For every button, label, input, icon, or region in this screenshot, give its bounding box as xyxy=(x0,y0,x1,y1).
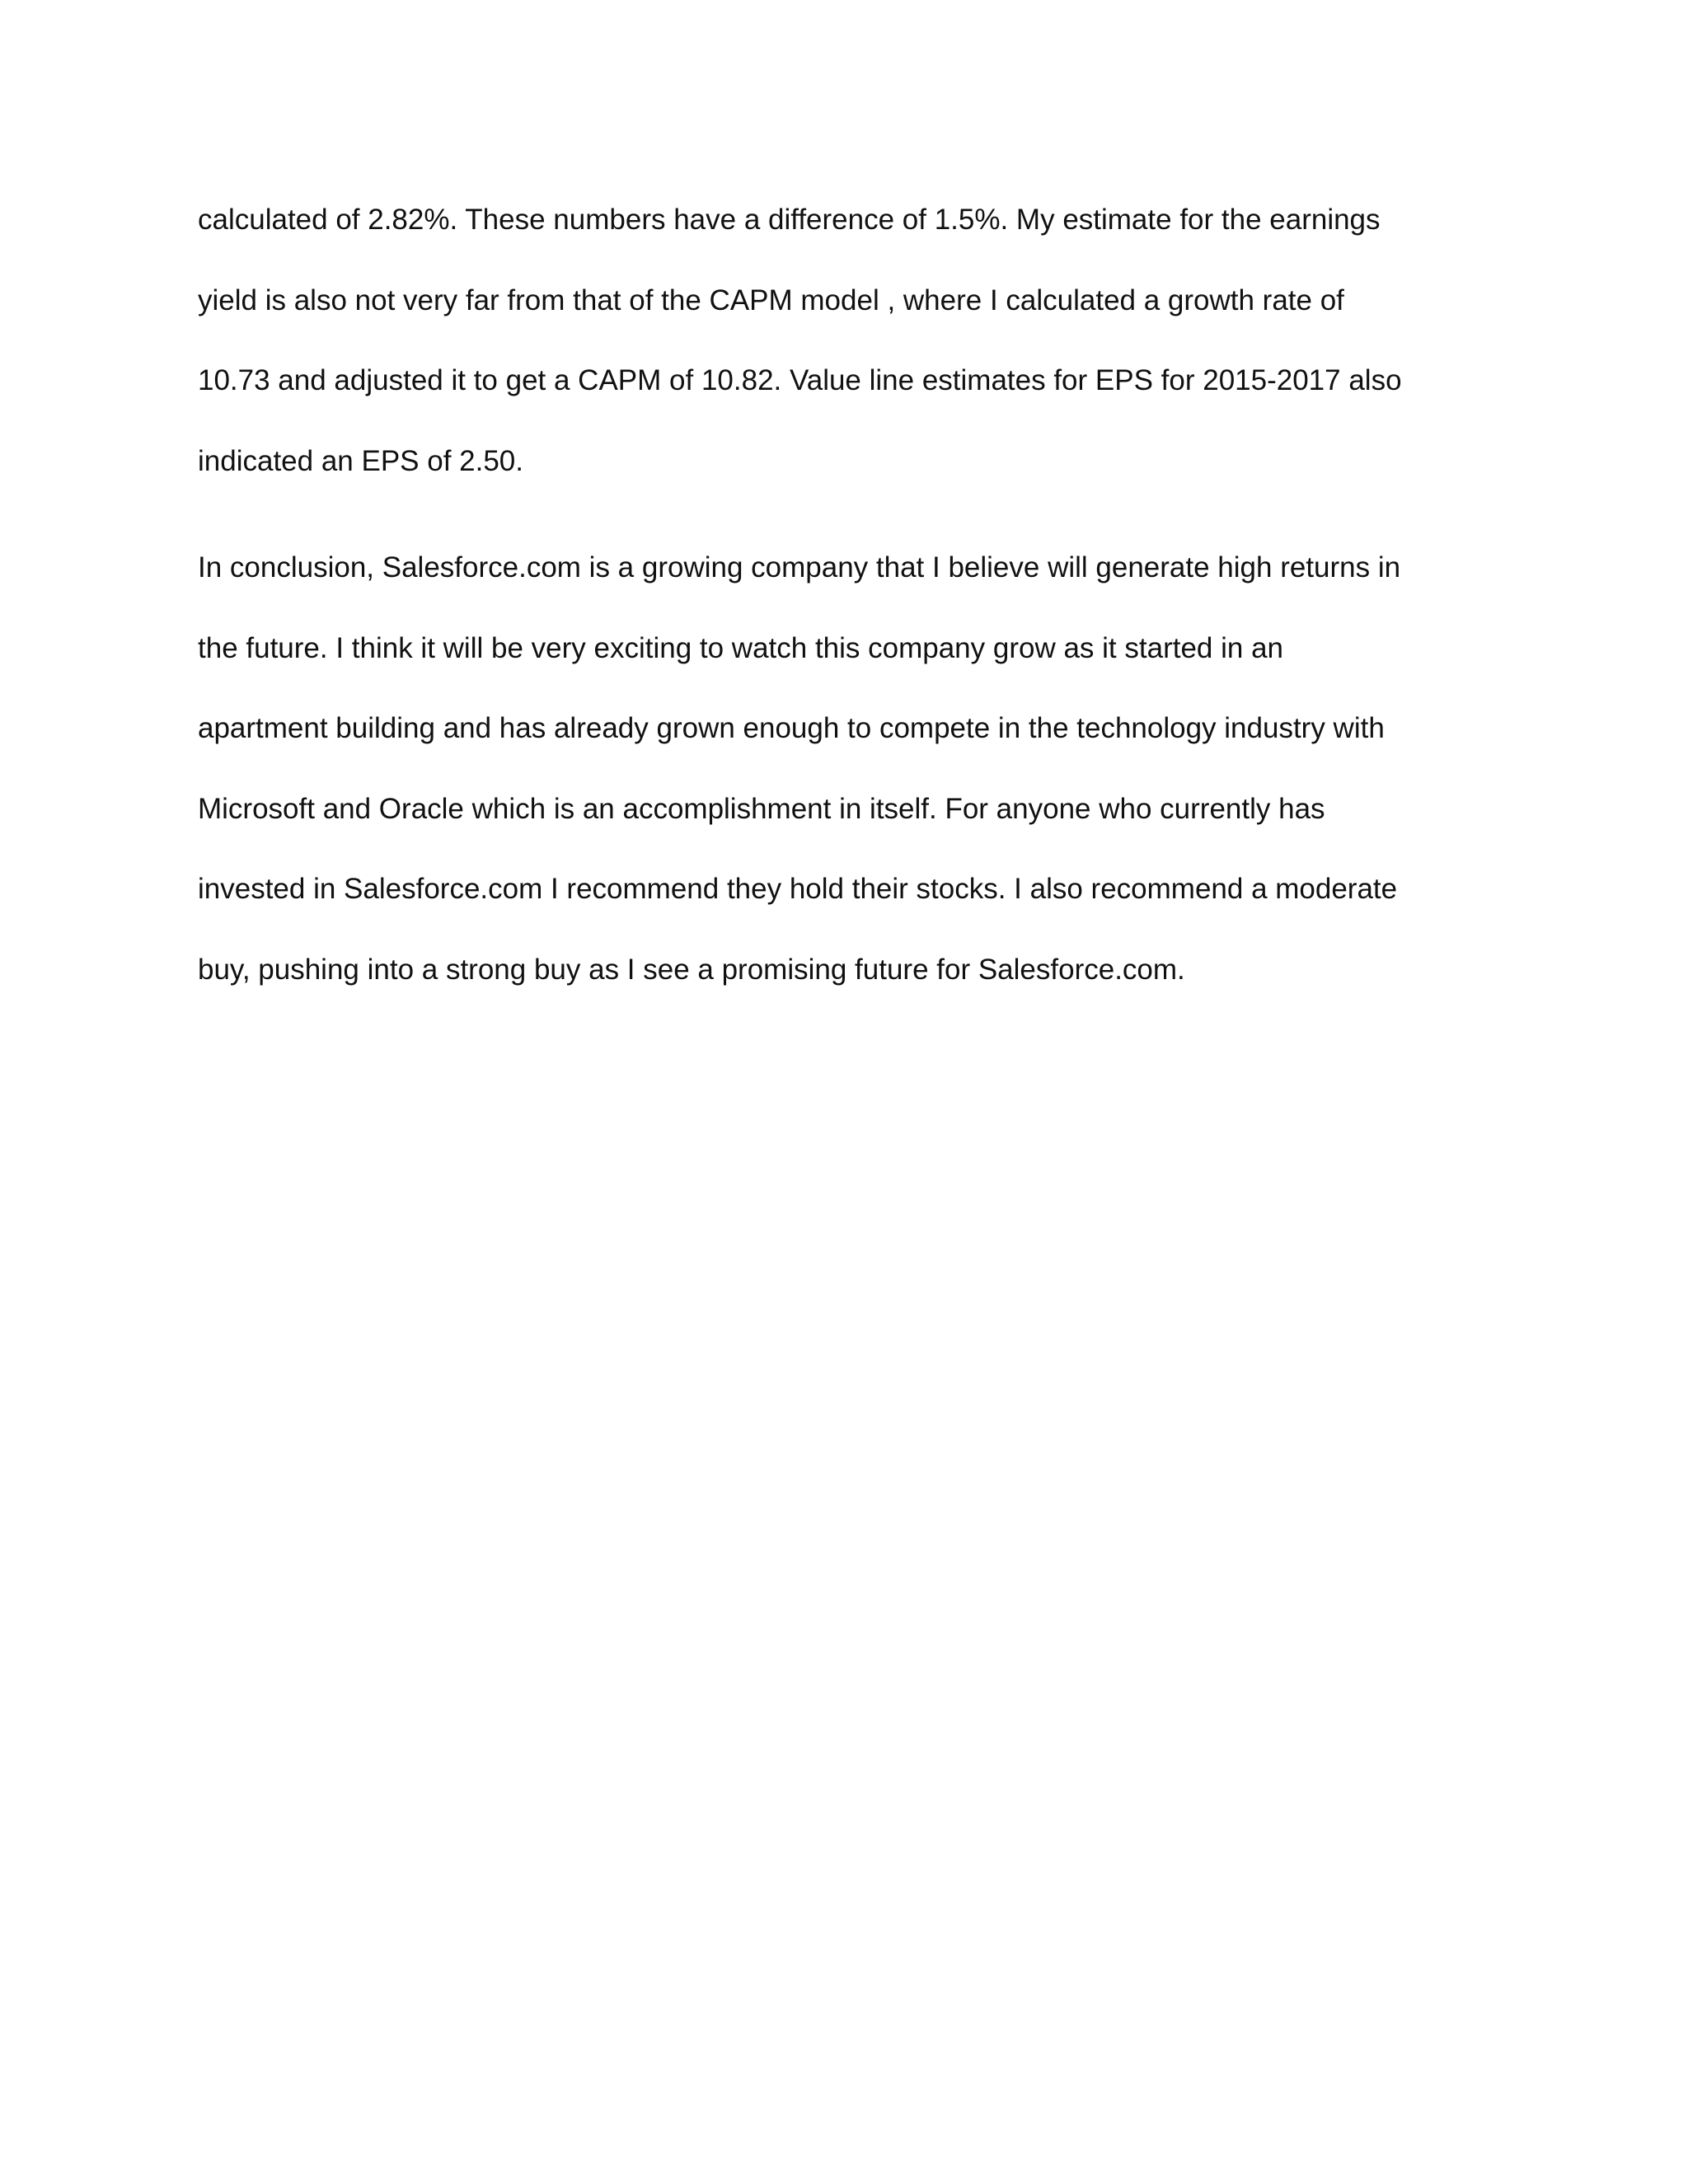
text-line: apartment building and has already grown enough to compete in the technology industry with xyxy=(198,712,1385,744)
text-line: the future. I think it will be very exciting to watch this company grow as it started in an xyxy=(198,631,1283,664)
text-line: indicated an EPS of 2.50. xyxy=(198,444,523,477)
paragraph-conclusion xyxy=(198,544,1500,1026)
text-line: yield is also not very far from that of the CAPM model , where I calculated a growth rate of xyxy=(198,284,1344,316)
paragraph-capm-estimates xyxy=(198,196,1500,518)
text-line: calculated of 2.82%. These numbers have a difference of 1.5%. My estimate for the earnings xyxy=(198,204,1381,236)
text-line: In conclusion, Salesforce.com is a growing company that I believe will generate high returns in xyxy=(198,551,1401,583)
text-line: Microsoft and Oracle which is an accomplishment in itself. For anyone who currently has xyxy=(198,792,1325,825)
text-line: invested in Salesforce.com I recommend they hold their stocks. I also recommend a moderate xyxy=(198,873,1398,905)
text-line: 10.73 and adjusted it to get a CAPM of 10.82. Value line estimates for EPS for 2015-2017 also xyxy=(198,364,1402,396)
text-line: buy, pushing into a strong buy as I see a promising future for Salesforce.com. xyxy=(198,953,1185,986)
document-body xyxy=(198,196,1500,1026)
